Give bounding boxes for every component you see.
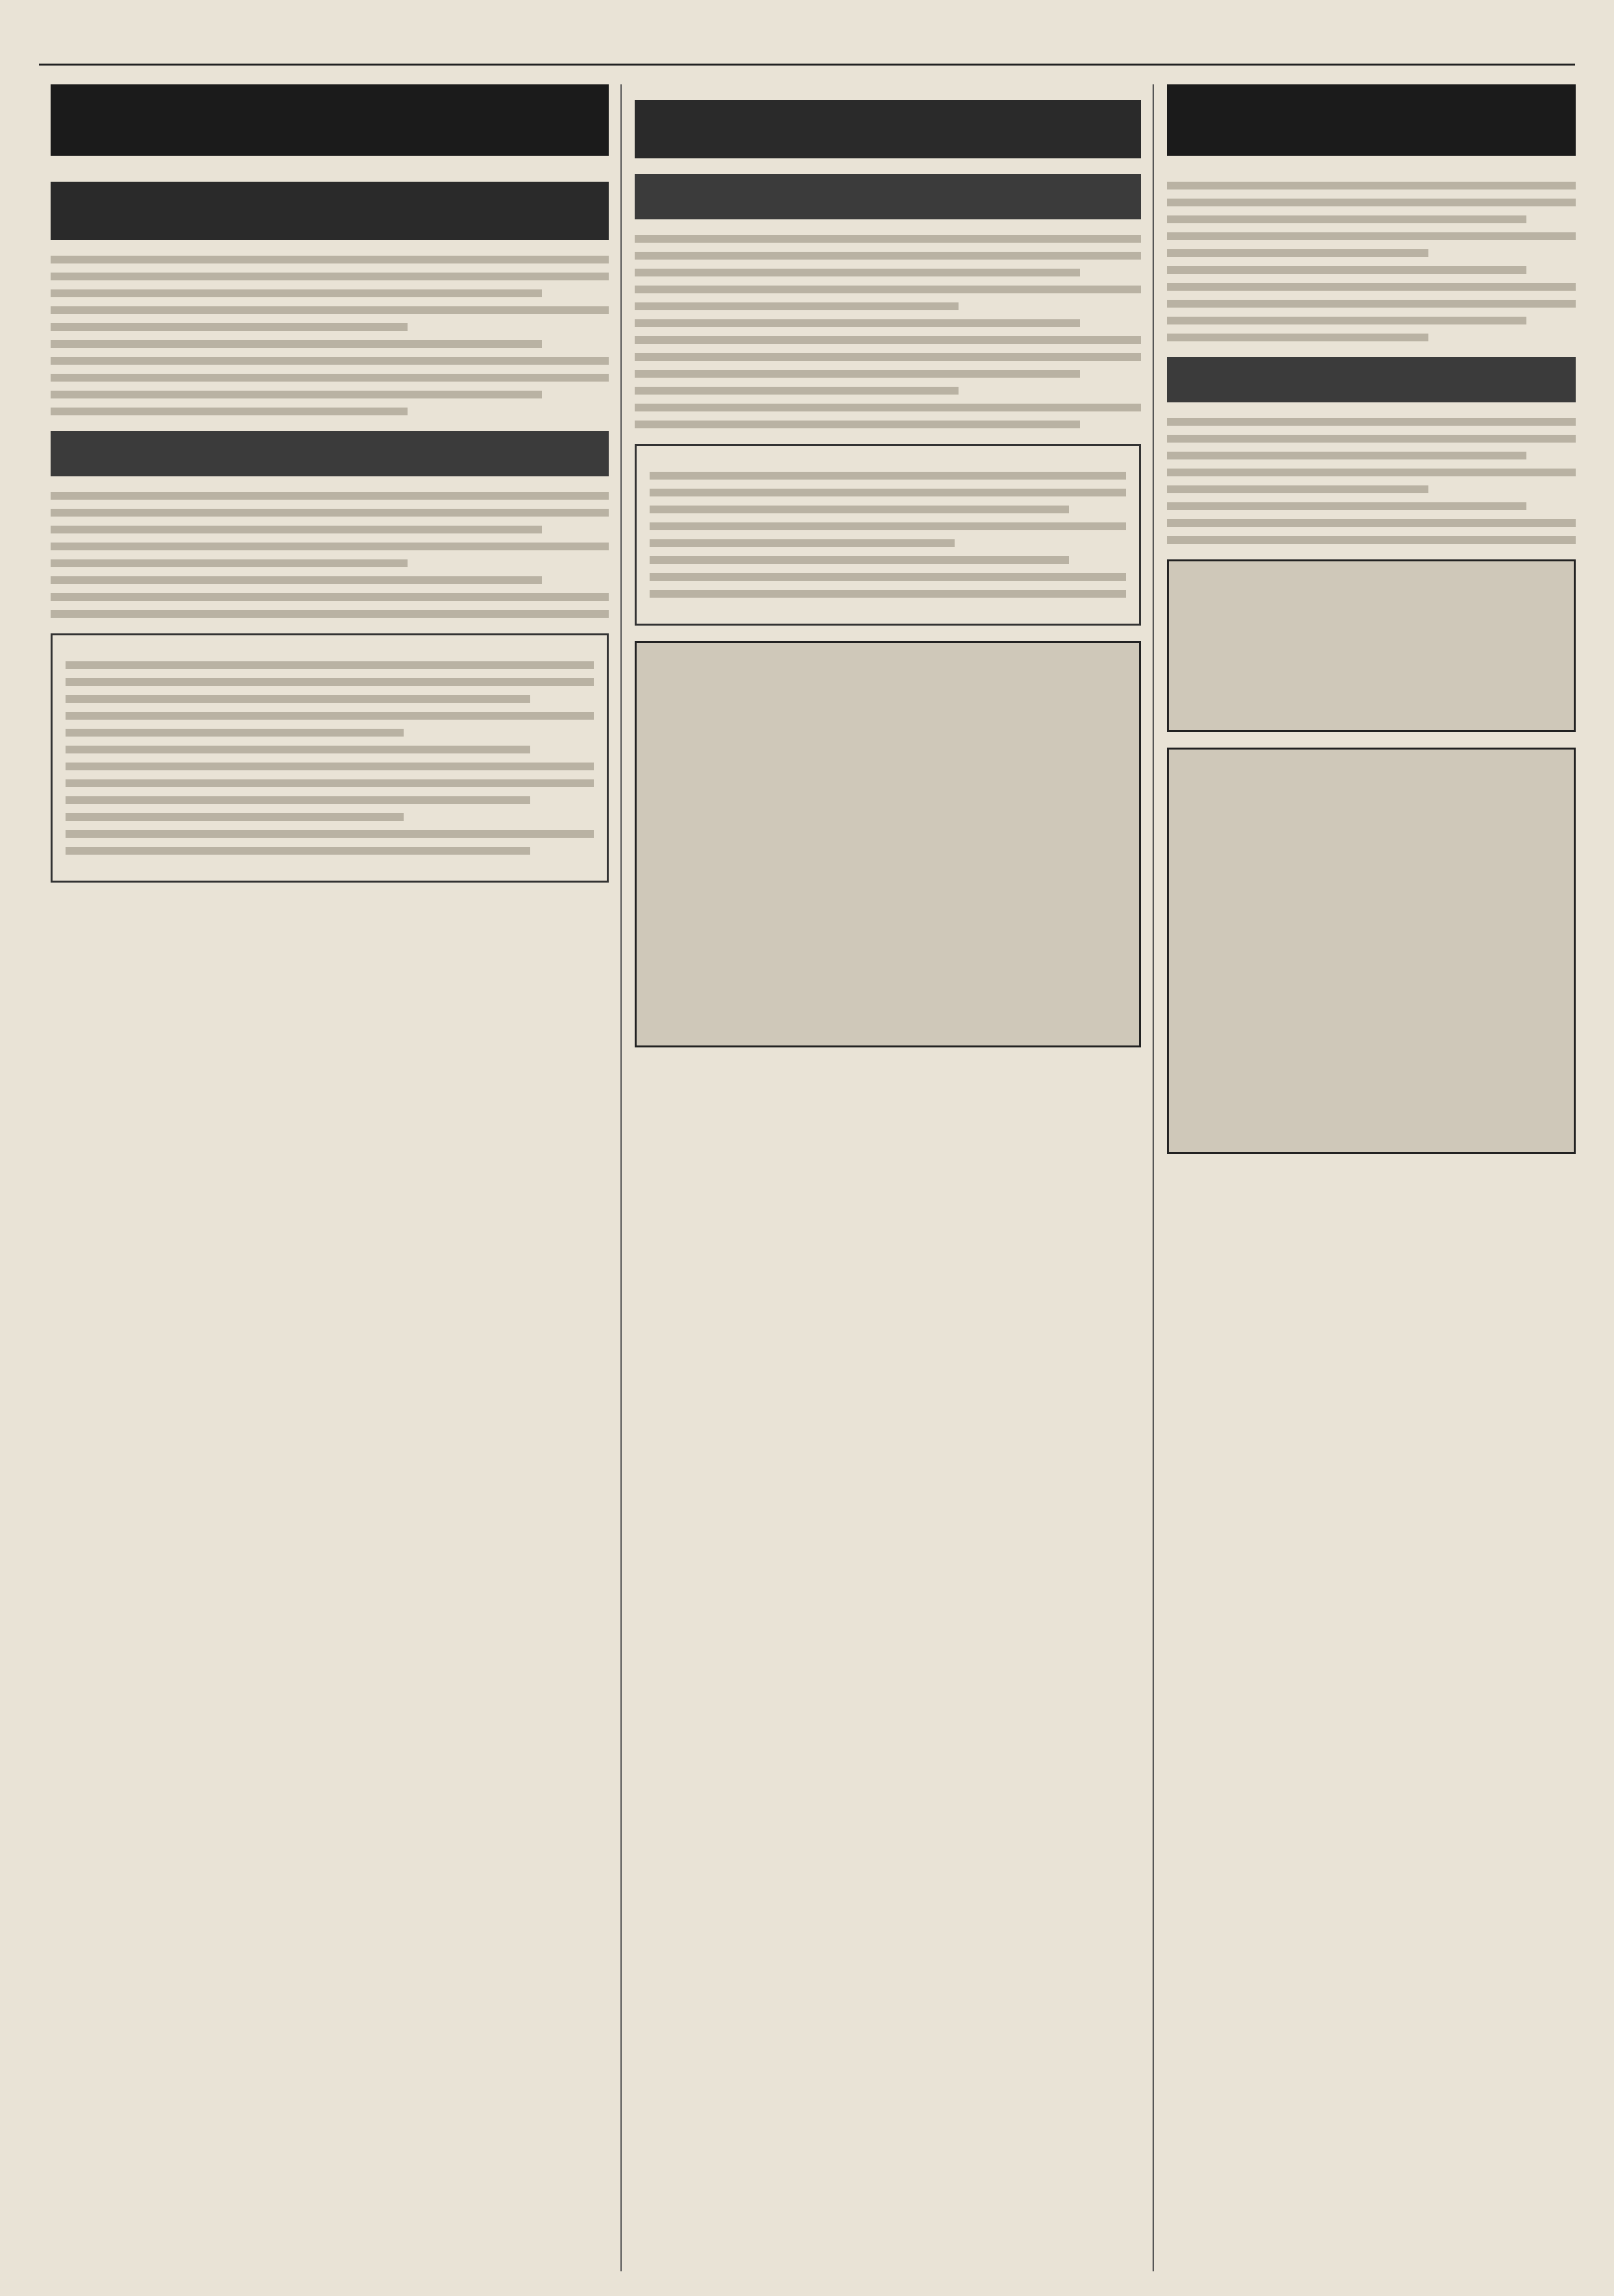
section-banner <box>51 84 609 156</box>
article-body <box>51 492 609 618</box>
second-headline <box>51 431 609 476</box>
lead-headline <box>51 182 609 240</box>
news-column <box>623 84 1154 2271</box>
advertisement <box>635 641 1141 1047</box>
notice-box <box>635 444 1141 626</box>
notice-headline <box>1167 357 1576 402</box>
announcement-banner <box>1167 84 1576 156</box>
notice-body <box>1167 418 1576 544</box>
sports-column <box>39 84 622 2271</box>
lead-headline <box>635 100 1141 158</box>
advertisement <box>1167 559 1576 732</box>
advertisement <box>1167 748 1576 1154</box>
article-body <box>51 256 609 415</box>
page-header-rule <box>39 45 1575 66</box>
listings-box <box>51 633 609 883</box>
announcement-body <box>1167 182 1576 341</box>
notices-column <box>1155 84 1587 2271</box>
newspaper-page <box>39 45 1575 2271</box>
sub-headline <box>635 174 1141 219</box>
article-body <box>635 235 1141 428</box>
